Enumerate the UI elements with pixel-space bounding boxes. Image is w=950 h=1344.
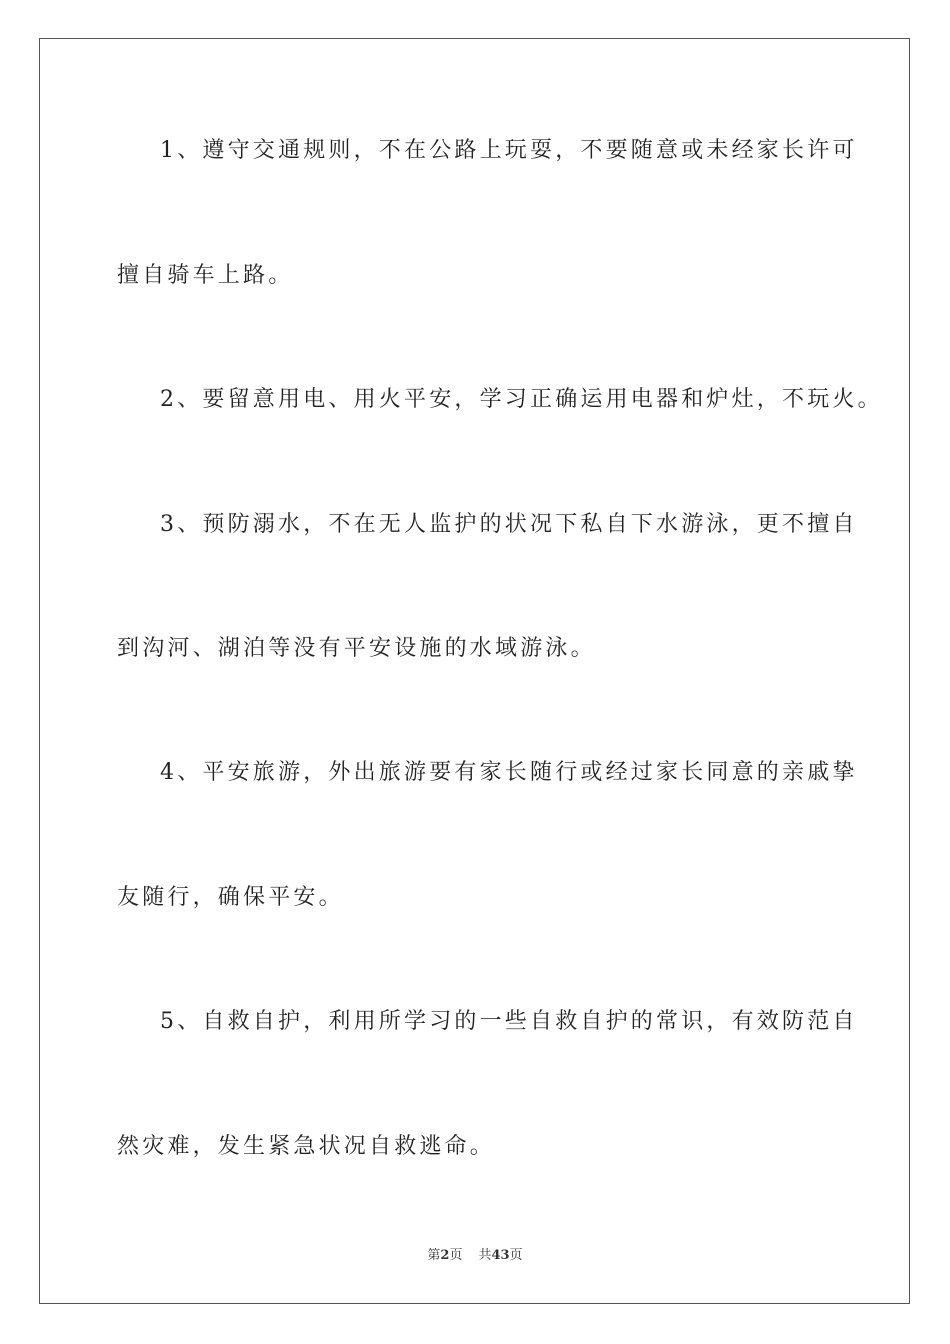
paragraph-1-line-2: 擅自骑车上路。 bbox=[117, 263, 294, 288]
paragraph-3-line-2: 到沟河、湖泊等没有平安设施的水域游泳。 bbox=[117, 636, 596, 661]
footer-page-prefix: 第 bbox=[427, 1248, 441, 1263]
paragraph-5-line-2: 然灾难，发生紧急状况自救逃命。 bbox=[117, 1134, 496, 1159]
paragraph-1-line-1: 1、遵守交通规则，不在公路上玩耍，不要随意或未经家长许可 bbox=[160, 138, 858, 163]
paragraph-5-line-1: 5、自救自护，利用所学习的一些自救自护的常识，有效防范自 bbox=[160, 1009, 858, 1034]
page-border bbox=[39, 38, 910, 1304]
footer-page-suffix: 页 bbox=[449, 1248, 463, 1263]
page-footer bbox=[0, 1247, 950, 1265]
footer-page-number: 2 bbox=[440, 1248, 450, 1263]
footer-total-suffix: 页 bbox=[509, 1248, 523, 1263]
footer-total-pages: 43 bbox=[491, 1248, 510, 1263]
paragraph-4-line-2: 友随行，确保平安。 bbox=[117, 885, 344, 910]
paragraph-2-line-1: 2、要留意用电、用火平安，学习正确运用电器和炉灶，不玩火。 bbox=[160, 387, 883, 412]
paragraph-4-line-1: 4、平安旅游，外出旅游要有家长随行或经过家长同意的亲戚挚 bbox=[160, 760, 858, 785]
footer-total-prefix: 共 bbox=[478, 1248, 492, 1263]
paragraph-3-line-1: 3、预防溺水，不在无人监护的状况下私自下水游泳，更不擅自 bbox=[160, 512, 858, 537]
